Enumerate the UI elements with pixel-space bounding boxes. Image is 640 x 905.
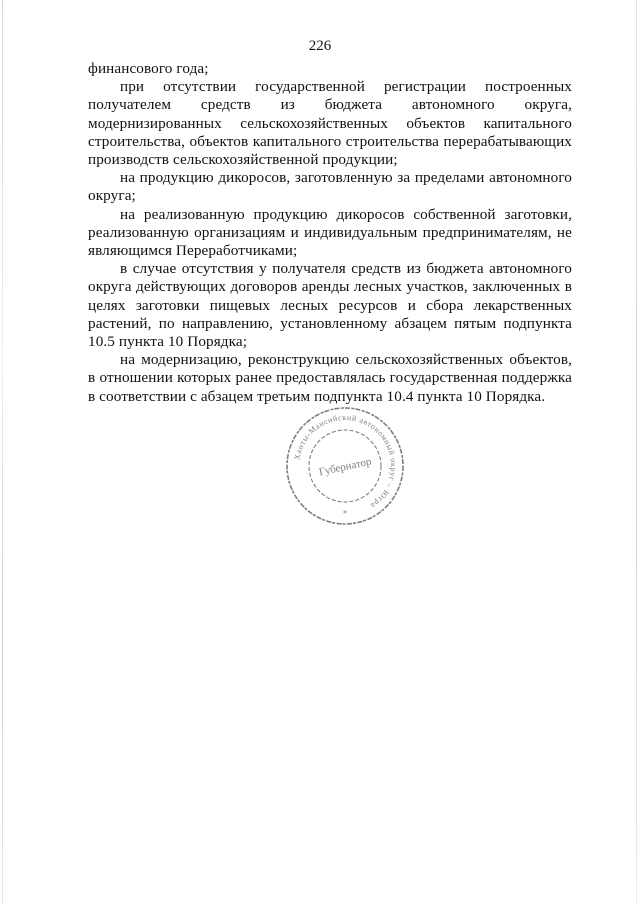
paragraph-no-lease: в случае отсутствия у получателя средств из бюджета автономного округа действующих договоров аренды лесных участков, заключенных в целях заготовки пищевых лесных ресурсов и сбора лекарственных растений, по направлению, установленному абзацем пятым подпункта 10.5 пункта 10 Порядка; xyxy=(88,260,572,351)
paragraph-sold-products: на реализованную продукцию дикоросов собственной заготовки, реализованную организациям и индивидуальным предпринимателям, не являющимся Переработчиками; xyxy=(88,205,572,260)
paragraph-continuation: финансового года; xyxy=(88,60,209,77)
paragraph-no-registration: при отсутствии государственной регистрации построенных получателем средств из бюджета автономного округа, модернизированных сельскохозяйственных объектов капитального строительства, объектов капитального строительства перерабатывающих производств сельскохозяйственной продукции; xyxy=(88,78,572,169)
scan-edge-right xyxy=(636,0,637,905)
scan-edge-left xyxy=(2,0,3,905)
official-seal-stamp xyxy=(283,404,407,528)
seal-star: * xyxy=(343,509,347,518)
paragraph-modernization: на модернизацию, реконструкцию сельскохозяйственных объектов, в отношении которых ранее предоставлялась государственная поддержка в соответствии с абзацем третьим подпункта 10.4 пункта 10 Порядка. xyxy=(88,351,572,405)
seal-ring-text: Ханты-Мансийский автономный округ – Югра xyxy=(292,412,399,511)
page-number: 226 xyxy=(308,38,332,54)
paragraph-outside-harvest: на продукцию дикоросов, заготовленную за пределами автономного округа; xyxy=(88,169,572,205)
document-body xyxy=(88,60,572,406)
seal-center-text: Губернатор xyxy=(317,455,373,479)
